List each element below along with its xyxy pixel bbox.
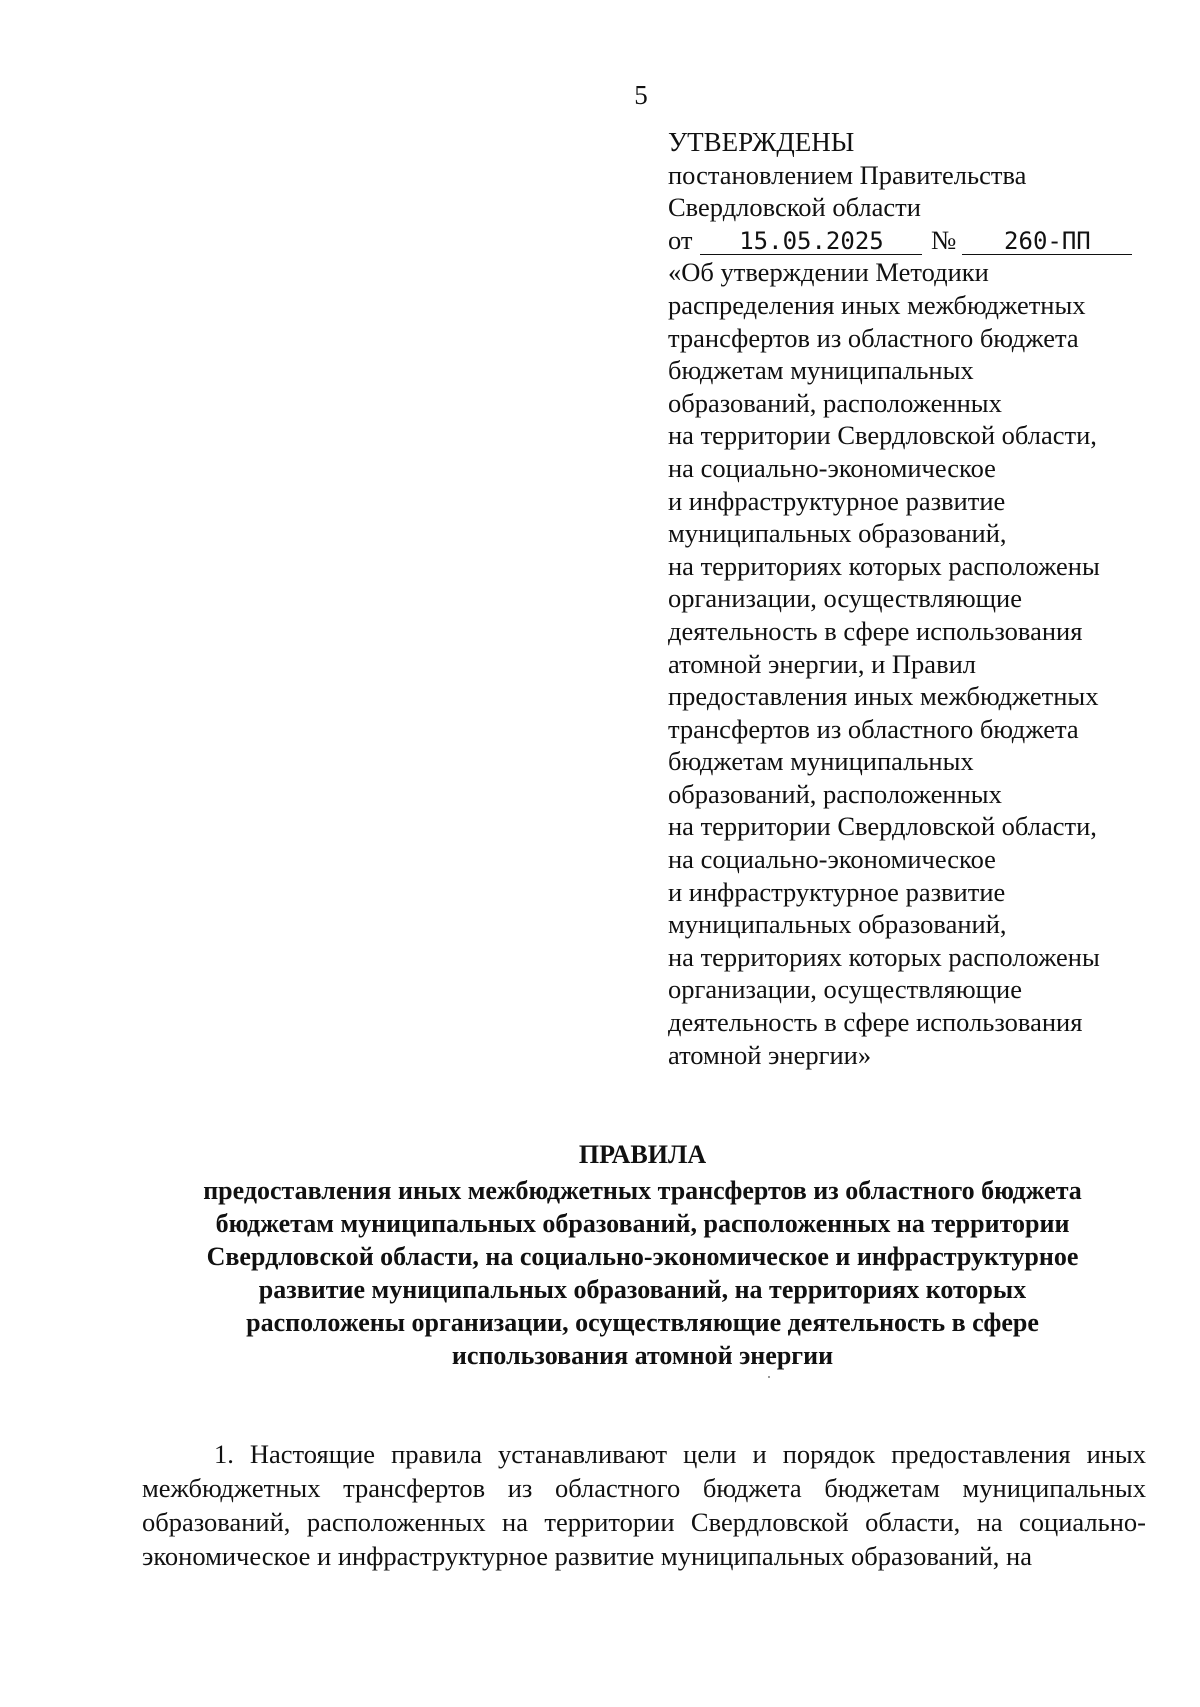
date-prefix: от xyxy=(668,224,693,255)
approval-line: и инфраструктурное развитие xyxy=(668,876,1006,907)
approval-lines-before-date xyxy=(668,159,1168,224)
approval-line: на социально-экономическое xyxy=(668,844,996,875)
approval-number-field: 260-ПП xyxy=(962,228,1132,255)
document-subtitle xyxy=(140,1174,1145,1372)
approval-line: бюджетам муниципальных xyxy=(668,355,974,386)
page-number: 5 xyxy=(634,80,648,110)
subtitle-line: расположены организации, осуществляющие деятельность в сфере xyxy=(246,1308,1039,1337)
approval-line: атомной энергии, и Правил xyxy=(668,648,976,679)
approval-date-line xyxy=(668,224,1168,257)
approval-line: трансфертов из областного бюджета xyxy=(668,322,1079,353)
approval-line: на территории Свердловской области, xyxy=(668,420,1097,451)
approval-line: Свердловской области xyxy=(668,192,921,223)
approval-line: образований, расположенных xyxy=(668,387,1002,418)
approval-line: муниципальных образований, xyxy=(668,518,1007,549)
approval-line: атомной энергии» xyxy=(668,1039,872,1070)
approval-date-field: 15.05.2025 xyxy=(700,228,922,255)
approval-title: УТВЕРЖДЕНЫ xyxy=(668,127,855,157)
approval-line: постановлением Правительства xyxy=(668,159,1027,190)
approval-line: деятельность в сфере использования xyxy=(668,1007,1083,1038)
approval-line: организации, осуществляющие xyxy=(668,974,1022,1005)
subtitle-line: Свердловской области, на социально-экономическое и инфраструктурное xyxy=(206,1242,1079,1271)
approval-line: и инфраструктурное развитие xyxy=(668,485,1006,516)
approval-line: деятельность в сфере использования xyxy=(668,615,1083,646)
approval-line: на территориях которых расположены xyxy=(668,941,1100,972)
approval-line: бюджетам муниципальных xyxy=(668,746,974,777)
subtitle-line: использования атомной энергии xyxy=(451,1341,834,1370)
approval-line: муниципальных образований, xyxy=(668,909,1007,940)
approval-line: на территории Свердловской области, xyxy=(668,811,1097,842)
approval-line: трансфертов из областного бюджета xyxy=(668,713,1079,744)
approval-line: образований, расположенных xyxy=(668,778,1002,809)
document-heading xyxy=(140,1138,1145,1372)
approval-stamp xyxy=(668,126,1168,1071)
scan-speck xyxy=(768,1376,770,1378)
approval-line: предоставления иных межбюджетных xyxy=(668,681,1099,712)
subtitle-line: развитие муниципальных образований, на территориях которых xyxy=(258,1275,1027,1304)
approval-line: на социально-экономическое xyxy=(668,452,996,483)
paragraph-1: 1. Настоящие правила устанавливают цели и порядок предоставления иных межбюджетных трансфертов из областного бюджета бюджетам муниципальных образований, расположенных на территории Свердловской области, на социально-экономическое и инфраструктурное развитие муниципальных образований, на xyxy=(142,1439,1146,1571)
subtitle-line: бюджетам муниципальных образований, расположенных на территории xyxy=(215,1209,1070,1238)
subtitle-line: предоставления иных межбюджетных трансфертов из областного бюджета xyxy=(203,1176,1082,1205)
approval-lines-after-date xyxy=(668,256,1168,1071)
approval-line: организации, осуществляющие xyxy=(668,583,1022,614)
approval-line: на территориях которых расположены xyxy=(668,550,1100,581)
approval-line: «Об утверждении Методики xyxy=(668,257,989,288)
approval-line: распределения иных межбюджетных xyxy=(668,289,1086,320)
document-title: ПРАВИЛА xyxy=(578,1140,707,1169)
number-prefix: № xyxy=(931,224,957,255)
